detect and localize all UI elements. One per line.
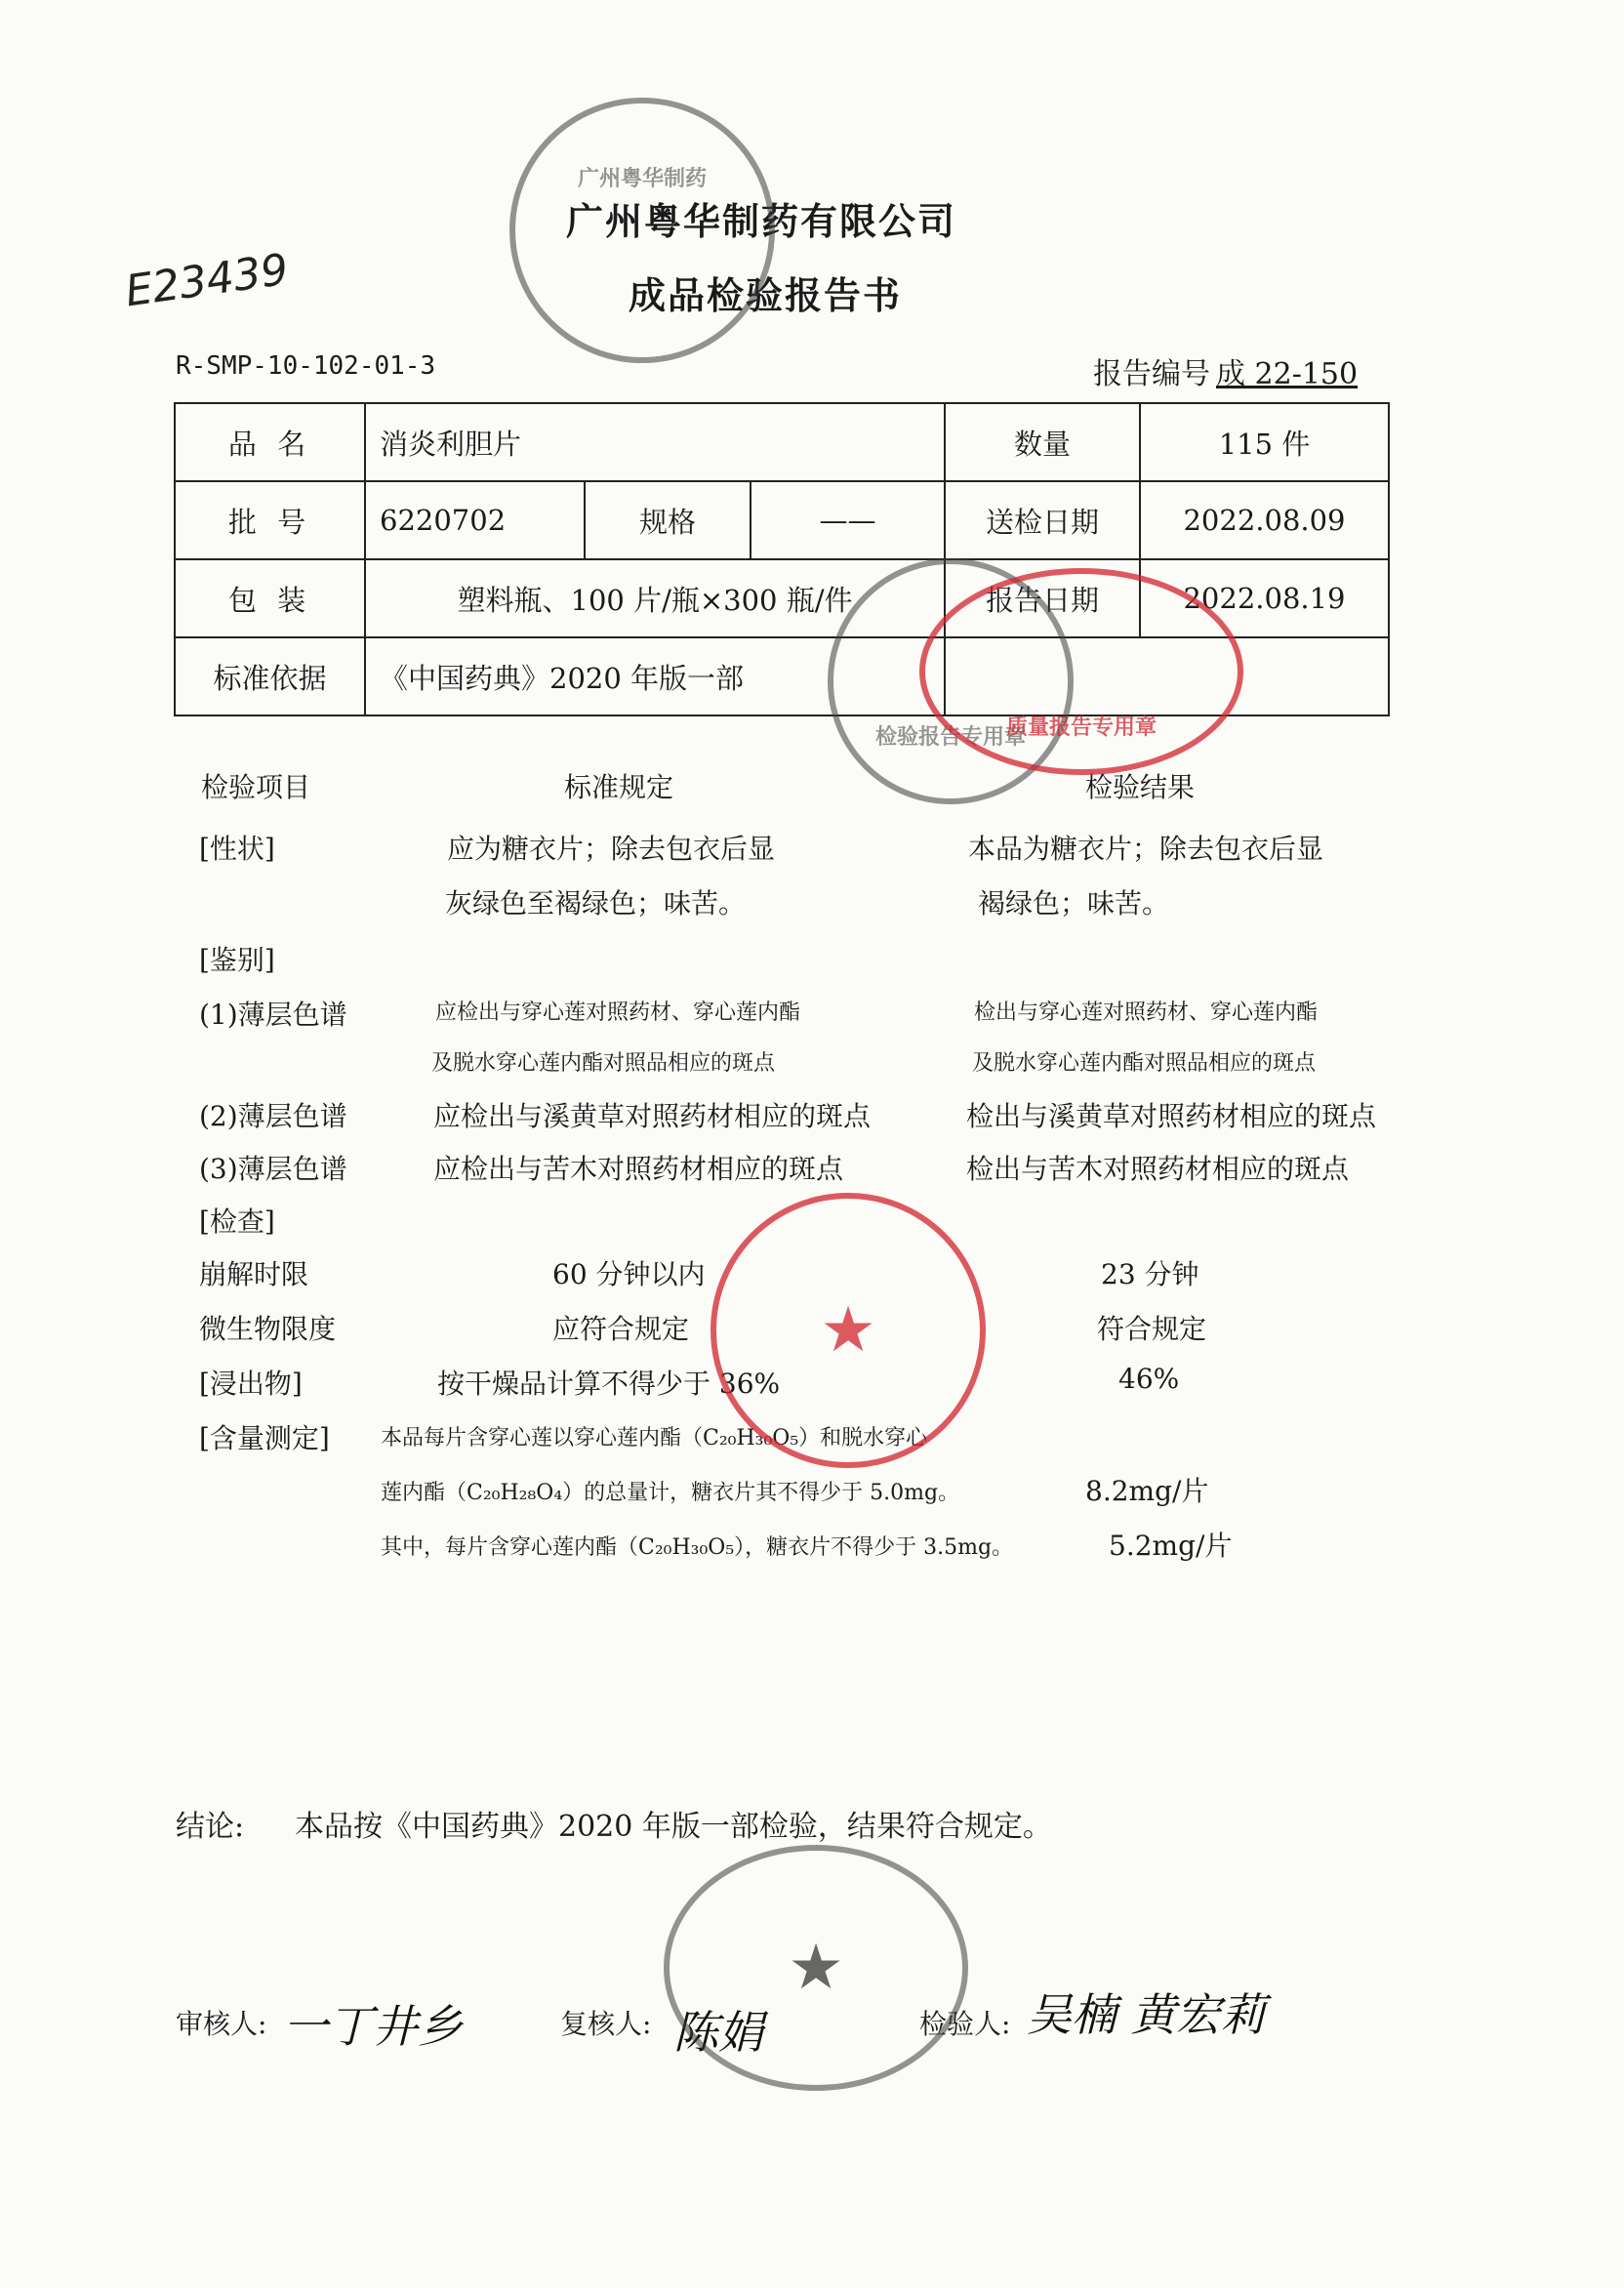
product-label: 品 名	[175, 403, 365, 481]
kangrui-quality-stamp	[710, 1193, 986, 1468]
test-assay-res2: 8.2mg/片	[1085, 1475, 1209, 1507]
test-tlc2-res: 检出与溪黄草对照药材相应的斑点	[966, 1100, 1377, 1132]
company-name: 广州粤华制药有限公司	[566, 199, 957, 243]
inspection-report-stamp-grey: 检验报告专用章	[828, 558, 1074, 804]
rechecker-signature: 陈娟	[673, 2006, 763, 2059]
test-tlc1-item: (1)薄层色谱	[199, 999, 347, 1031]
reviewer-label: 审核人:	[176, 2008, 267, 2040]
company-qa-stamp: 广州粤华制药	[509, 98, 775, 363]
star-icon: ★	[788, 1932, 844, 2004]
test-tlc3-std: 应检出与苦木对照药材相应的斑点	[433, 1153, 844, 1185]
test-appearance-item: [性状]	[199, 833, 275, 865]
test-appearance-std1: 应为糖衣片；除去包衣后显	[447, 833, 776, 865]
qty-label: 数量	[945, 403, 1140, 481]
handwritten-id: E23439	[122, 244, 292, 317]
test-tlc1-std2: 及脱水穿心莲内酯对照品相应的斑点	[431, 1051, 776, 1076]
test-tlc1-std1: 应检出与穿心莲对照药材、穿心莲内酯	[435, 1001, 801, 1025]
conclusion-label: 结论:	[176, 1810, 245, 1844]
test-assay-std2: 莲内酯（C₂₀H₂₈O₄）的总量计，糖衣片其不得少于 5.0mg。	[381, 1481, 960, 1505]
test-appearance-res1: 本品为糖衣片；除去包衣后显	[968, 833, 1324, 865]
test-micro-item: 微生物限度	[199, 1313, 337, 1345]
test-appearance-std2: 灰绿色至褐绿色；味苦。	[445, 887, 747, 919]
test-extract-item: [浸出物]	[199, 1368, 303, 1400]
test-tlc3-item: (3)薄层色谱	[199, 1153, 347, 1185]
std-value: 《中国药典》2020 年版一部	[365, 637, 945, 715]
product-value: 消炎利胆片	[365, 403, 945, 481]
batch-value: 6220702	[365, 481, 585, 559]
report-date-label: 报告日期	[945, 559, 1140, 637]
spec-label: 规格	[585, 481, 751, 559]
test-assay-std3: 其中，每片含穿心莲内酯（C₂₀H₃₀O₅），糖衣片不得少于 3.5mg。	[381, 1535, 1014, 1560]
test-appearance-res2: 褐绿色；味苦。	[978, 887, 1170, 919]
xuancheng-report-stamp-red: 质量报告专用章	[919, 568, 1243, 775]
test-disint-item: 崩解时限	[199, 1258, 309, 1290]
section-identification: [鉴别]	[199, 944, 275, 976]
conclusion-text: 本品按《中国药典》2020 年版一部检验，结果符合规定。	[295, 1810, 1052, 1844]
submit-date-label: 送检日期	[945, 481, 1140, 559]
header-item: 检验项目	[201, 771, 311, 803]
test-tlc1-res2: 及脱水穿心莲内酯对照品相应的斑点	[972, 1051, 1317, 1076]
test-tlc1-res1: 检出与穿心莲对照药材、穿心莲内酯	[974, 1001, 1319, 1025]
pack-value: 塑料瓶、100 片/瓶×300 瓶/件	[365, 559, 945, 637]
xuancheng-report-stamp-grey	[664, 1845, 968, 2091]
test-extract-std: 按干燥品计算不得少于 36%	[437, 1368, 781, 1400]
report-number	[1093, 349, 1363, 392]
std-label: 标准依据	[175, 637, 365, 715]
test-assay-res3: 5.2mg/片	[1109, 1530, 1233, 1562]
inspector-signature: 吴楠 黄宏莉	[1027, 1988, 1266, 2041]
report-number-value: 成 22-150	[1216, 357, 1359, 391]
test-extract-res: 46%	[1118, 1363, 1180, 1395]
rechecker-label: 复核人:	[560, 2008, 652, 2040]
test-disint-std: 60 分钟以内	[552, 1258, 706, 1290]
pack-label: 包 装	[175, 559, 365, 637]
spec-value: ——	[751, 481, 945, 559]
test-tlc2-item: (2)薄层色谱	[199, 1100, 347, 1132]
star-icon: ★	[820, 1294, 876, 1367]
submit-date-value: 2022.08.09	[1140, 481, 1389, 559]
section-inspection: [检查]	[199, 1205, 275, 1238]
test-tlc2-std: 应检出与溪黄草对照药材相应的斑点	[433, 1100, 872, 1132]
test-micro-res: 符合规定	[1097, 1313, 1207, 1345]
inspector-label: 检验人:	[919, 2008, 1011, 2040]
reviewer-signature: 一丁井乡	[283, 2000, 463, 2053]
qty-value: 115 件	[1140, 403, 1389, 481]
test-tlc3-res: 检出与苦木对照药材相应的斑点	[966, 1153, 1350, 1185]
header-result: 检验结果	[1085, 771, 1196, 803]
batch-label: 批 号	[175, 481, 365, 559]
test-micro-std: 应符合规定	[552, 1313, 690, 1345]
report-number-label: 报告编号	[1093, 357, 1210, 391]
test-disint-res: 23 分钟	[1101, 1258, 1199, 1290]
test-assay-std1: 本品每片含穿心莲以穿心莲内酯（C₂₀H₃₀O₅）和脱水穿心	[381, 1426, 928, 1450]
doc-title: 成品检验报告书	[629, 273, 903, 317]
report-date-value: 2022.08.19	[1140, 559, 1389, 637]
form-code: R-SMP-10-102-01-3	[176, 351, 436, 381]
header-standard: 标准规定	[564, 771, 674, 803]
test-assay-item: [含量测定]	[199, 1422, 330, 1454]
